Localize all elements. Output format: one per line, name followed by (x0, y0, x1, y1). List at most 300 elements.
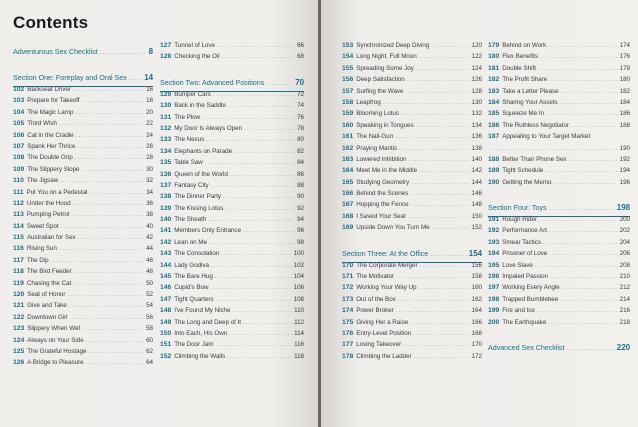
dot-leader (405, 90, 469, 96)
entry-title: The Corporate Merger (356, 261, 418, 269)
entry-number: 118 (13, 268, 24, 276)
dot-leader (78, 236, 144, 242)
entry-title: Performance Art (502, 227, 547, 235)
entry-number: 149 (160, 318, 172, 326)
entry-page-number: 174 (619, 42, 630, 49)
dot-leader (69, 304, 144, 310)
entry-page-number: 202 (619, 227, 630, 235)
entry-number: 102 (13, 86, 25, 93)
entry-title: Squeeze Me In (502, 110, 544, 118)
entry-number: 140 (160, 216, 172, 224)
dot-leader (225, 207, 295, 213)
toc-entry[interactable] (13, 121, 153, 132)
dot-leader (396, 275, 470, 281)
entry-number: 172 (342, 284, 354, 292)
toc-entry[interactable] (488, 320, 630, 331)
entry-title: Upside Down You Turn Me (356, 224, 430, 232)
dot-leader (571, 124, 618, 130)
entry-number: 190 (488, 178, 500, 186)
dot-leader (73, 282, 144, 288)
dot-leader (229, 332, 292, 338)
entry-title: Lowered Inhibition (356, 155, 407, 163)
entry-number: 132 (160, 124, 172, 132)
dot-leader (76, 134, 144, 140)
entry-page-number: 108 (293, 295, 304, 303)
entry-page-number: 16 (146, 86, 153, 93)
entry-number: 174 (342, 307, 354, 315)
dot-leader (77, 145, 144, 151)
entry-number: 157 (342, 87, 354, 95)
entry-title: The Slippery Slope (27, 165, 80, 173)
dot-leader (566, 347, 614, 353)
entry-page-number: 50 (146, 279, 153, 287)
entry-page-number: 184 (619, 98, 630, 106)
dot-leader (227, 355, 292, 361)
entry-page-number: 204 (619, 238, 630, 246)
dot-leader (202, 116, 295, 122)
entry-number: 176 (342, 329, 354, 337)
entry-title: A Bridge to Pleasure (27, 359, 84, 367)
entry-number: 170 (342, 261, 354, 269)
toc-entry[interactable] (160, 54, 304, 65)
entry-page-number: 116 (294, 341, 304, 349)
section-heading[interactable] (488, 344, 630, 357)
entry-title: The Kissing Lotus (174, 204, 224, 212)
toc-entry[interactable] (13, 360, 153, 371)
entry-title: Entry-Level Position (356, 329, 412, 337)
entry-page-number: 196 (619, 178, 630, 186)
entry-title: Bumper Cars (174, 90, 211, 98)
dot-leader (408, 215, 470, 221)
dot-leader (59, 122, 144, 128)
dot-leader (82, 99, 145, 105)
toc-entry[interactable] (160, 160, 304, 171)
entry-title: Tight Quarters (174, 295, 214, 303)
entry-page-number: 60 (146, 336, 153, 344)
entry-page-number: 100 (293, 250, 304, 258)
entry-title: The Bare Hug (174, 273, 213, 281)
entry-page-number: 162 (471, 295, 482, 303)
entry-number: 175 (342, 318, 354, 326)
entry-title: Put You on a Pedestal (26, 188, 88, 196)
entry-title: Prisoner of Love (502, 250, 548, 258)
dot-leader (537, 309, 618, 315)
entry-page-number: 134 (471, 121, 482, 129)
dot-leader (205, 161, 295, 167)
dot-leader (419, 55, 470, 61)
entry-number: 180 (488, 53, 500, 61)
entry-number: 129 (160, 90, 172, 98)
dot-leader (490, 147, 618, 153)
dot-leader (569, 158, 618, 164)
toc-entry[interactable] (488, 134, 630, 145)
entry-number: 124 (13, 336, 25, 344)
entry-number: 116 (13, 245, 24, 253)
dot-leader (549, 207, 615, 213)
entry-number: 194 (488, 250, 500, 258)
dot-leader (88, 350, 144, 356)
entry-page-number: 66 (297, 42, 304, 49)
dot-leader (411, 181, 469, 187)
entry-page-number: 22 (146, 120, 153, 128)
dot-leader (538, 67, 618, 73)
toc-entry[interactable] (488, 251, 630, 262)
entry-page-number: 34 (146, 188, 153, 196)
dot-leader (89, 191, 144, 197)
entry-page-number: 52 (146, 291, 153, 299)
entry-page-number: 102 (293, 261, 304, 269)
toc-entry[interactable] (13, 269, 153, 280)
entry-title: Fantasy City (174, 181, 209, 189)
dot-leader (86, 361, 144, 367)
dot-leader (210, 286, 291, 292)
entry-title: Fire and Ice (502, 307, 535, 315)
entry-page-number: 28 (146, 154, 153, 162)
spacer (488, 331, 630, 339)
toc-entry[interactable] (160, 354, 304, 365)
entry-number: 138 (160, 193, 172, 201)
entry-title: The Earthquake (502, 318, 547, 326)
entry-title: The Sheath (174, 216, 207, 224)
dot-leader (215, 275, 292, 281)
entry-page-number: 148 (471, 201, 482, 209)
entry-number: 148 (160, 307, 172, 315)
dot-leader (411, 203, 470, 209)
entry-number: 153 (342, 42, 354, 49)
entry-page-number: 158 (471, 273, 482, 281)
section-title: Section One: Foreplay and Oral Sex (13, 73, 127, 82)
dot-leader (234, 150, 295, 156)
entry-page-number: 88 (297, 181, 304, 189)
dot-leader (399, 147, 469, 153)
entry-number: 181 (488, 64, 500, 72)
toc-column-2 (160, 43, 304, 365)
dot-leader (413, 332, 469, 338)
toc-entry[interactable] (13, 212, 153, 223)
entry-page-number: 208 (619, 261, 630, 269)
dot-leader (561, 90, 618, 96)
toc-entry[interactable] (342, 168, 482, 179)
entry-title: The Motivator (356, 273, 395, 281)
entry-page-number: 146 (471, 190, 482, 198)
entry-page-number: 186 (619, 110, 630, 118)
entry-number: 182 (488, 76, 500, 84)
entry-number: 150 (160, 329, 172, 337)
entry-title: Prepare for Takeoff (27, 97, 80, 105)
entry-title: Impaled Passion (502, 273, 549, 281)
entry-number: 171 (342, 273, 354, 281)
entry-page-number: 164 (471, 307, 482, 315)
section-heading[interactable] (342, 250, 482, 263)
entry-page-number: 104 (293, 273, 304, 281)
entry-number: 154 (342, 53, 354, 61)
entry-title: Seat of Honor (27, 291, 66, 299)
entry-title: Flex Benefits (502, 53, 538, 61)
entry-number: 147 (160, 295, 172, 303)
entry-page-number: 24 (146, 131, 153, 139)
dot-leader (410, 321, 469, 327)
entry-page-number: 78 (297, 124, 304, 132)
spacer (342, 237, 482, 245)
entry-title: The Plow (174, 113, 201, 121)
entry-title: Give and Take (27, 302, 67, 310)
entry-page-number: 46 (146, 256, 153, 264)
dot-leader (86, 339, 144, 345)
entry-page-number: 40 (146, 222, 153, 230)
section-page-number: 198 (616, 203, 630, 213)
right-page (321, 0, 638, 427)
entry-page-number: 168 (471, 329, 482, 337)
dot-leader (74, 270, 145, 276)
entry-number: 195 (488, 261, 500, 269)
entry-title: The Profit Share (502, 76, 548, 84)
toc-entry[interactable] (342, 354, 482, 365)
entry-title: Surfing the Wave (356, 87, 404, 95)
toc-entry[interactable] (13, 178, 153, 189)
dot-leader (230, 173, 295, 179)
dot-leader (396, 309, 470, 315)
entry-title: Love Slave (502, 261, 533, 269)
toc-entry[interactable] (488, 308, 630, 319)
entry-title: Australian for Sex (26, 234, 76, 242)
entry-number: 151 (160, 341, 172, 349)
entry-title: Queen of the World (174, 170, 228, 178)
entry-number: 155 (342, 64, 354, 72)
entry-number: 120 (13, 291, 25, 299)
dot-leader (540, 55, 618, 61)
entry-number: 187 (488, 133, 500, 141)
entry-page-number: 206 (619, 250, 630, 258)
dot-leader (420, 264, 470, 270)
entry-number: 164 (342, 167, 354, 175)
entry-number: 158 (342, 98, 354, 106)
dot-leader (549, 78, 617, 84)
entry-number: 162 (342, 144, 354, 152)
entry-page-number: 74 (297, 102, 304, 110)
entry-title: Lean on Me (174, 238, 207, 246)
dot-leader (75, 111, 144, 117)
entry-page-number: 36 (146, 199, 153, 207)
toc-entry[interactable] (342, 308, 482, 319)
entry-page-number: 200 (619, 216, 630, 224)
dot-leader (553, 181, 617, 187)
entry-number: 166 (342, 190, 354, 198)
toc-entry[interactable] (160, 308, 304, 319)
toc-entry[interactable] (160, 103, 304, 114)
entry-number: 200 (488, 318, 500, 326)
entry-page-number: 180 (619, 76, 630, 84)
entry-number: 163 (342, 155, 354, 163)
entry-number: 104 (13, 108, 25, 116)
entry-page-number: 96 (297, 227, 304, 235)
entry-page-number: 214 (619, 295, 630, 303)
toc-entry[interactable] (160, 251, 304, 262)
entry-page-number: 142 (471, 167, 482, 175)
entry-page-number: 188 (619, 121, 630, 129)
entry-title: I've Found My Niche (174, 307, 231, 315)
dot-leader (243, 321, 292, 327)
entry-title: Pumping Petrol (26, 211, 70, 219)
entry-page-number: 68 (297, 53, 304, 61)
entry-page-number: 98 (297, 238, 304, 246)
entry-page-number: 130 (471, 98, 482, 106)
toc-entry[interactable] (342, 225, 482, 236)
entry-page-number: 76 (297, 113, 304, 121)
section-title: Section Two: Advanced Positions (160, 77, 265, 87)
entry-page-number: 160 (471, 284, 482, 292)
dot-leader (543, 241, 618, 247)
dot-leader (75, 156, 144, 162)
section-page-number: 70 (295, 77, 304, 87)
dot-leader (383, 101, 470, 107)
entry-number: 198 (488, 295, 500, 303)
dot-leader (548, 321, 617, 327)
dot-leader (217, 44, 295, 50)
toc-entry[interactable] (160, 194, 304, 205)
dot-leader (206, 138, 295, 144)
dot-leader (403, 343, 469, 349)
entry-page-number: 194 (619, 167, 630, 175)
dot-leader (67, 293, 144, 299)
entry-number: 191 (488, 216, 500, 224)
dot-leader (211, 264, 292, 270)
entry-title: Power Broker (356, 307, 394, 315)
entry-title: The Grateful Hostage (27, 347, 87, 355)
entry-page-number: 218 (619, 318, 630, 326)
entry-title: Appealing to Your Target Market (502, 133, 591, 141)
entry-number: 142 (160, 238, 172, 246)
entry-number: 111 (13, 188, 24, 196)
entry-title: Always on Your Side (27, 336, 84, 344)
entry-page-number: 166 (471, 318, 482, 326)
toc-entry[interactable] (342, 77, 482, 88)
dot-leader (266, 82, 293, 88)
entry-page-number: 110 (294, 307, 304, 315)
entry-title: Sweet Spot (26, 222, 59, 230)
entry-number: 167 (342, 201, 354, 209)
toc-column-4 (488, 43, 630, 357)
entry-title: Members Only Entrance (174, 227, 242, 235)
entry-page-number: 122 (471, 53, 482, 61)
entry-title: Meet Me in the Middle (356, 167, 418, 175)
dot-leader (401, 112, 470, 118)
entry-title: Better Than Phone Sex (502, 155, 567, 163)
entry-title: Take a Letter Please (502, 87, 559, 95)
dot-leader (221, 252, 291, 258)
entry-number: 159 (342, 110, 354, 118)
entry-number: 196 (488, 273, 500, 281)
entry-number: 160 (342, 121, 354, 129)
entry-page-number: 124 (471, 64, 482, 72)
entry-page-number: 48 (146, 268, 153, 276)
entry-number: 106 (13, 131, 25, 139)
dot-leader (545, 169, 617, 175)
entry-number: 161 (342, 133, 354, 141)
entry-page-number: 54 (146, 302, 153, 310)
entry-page-number: 216 (619, 307, 630, 315)
entry-page-number: 58 (146, 325, 153, 333)
dot-leader (228, 104, 295, 110)
entry-title: Downtown Girl (27, 313, 68, 321)
dot-leader (60, 179, 144, 185)
dot-leader (407, 78, 470, 84)
entry-page-number: 128 (471, 87, 482, 95)
toc-entry[interactable] (488, 180, 630, 191)
entry-page-number: 56 (146, 313, 153, 321)
entry-page-number: 144 (471, 178, 482, 186)
entry-page-number: 26 (146, 142, 153, 150)
entry-title: Elephants on Parade (174, 147, 233, 155)
entry-page-number: 190 (619, 144, 630, 152)
entry-page-number: 138 (471, 144, 482, 152)
entry-number: 113 (13, 211, 24, 219)
entry-number: 178 (342, 352, 354, 360)
entry-number: 168 (342, 212, 354, 220)
entry-page-number: 176 (619, 53, 630, 61)
entry-title: Lady Godiva (174, 261, 210, 269)
entry-page-number: 44 (146, 245, 153, 253)
entry-page-number: 136 (471, 133, 482, 141)
dot-leader (419, 169, 470, 175)
section-heading[interactable] (160, 79, 304, 92)
entry-page-number: 156 (471, 261, 482, 269)
entry-number: 184 (488, 98, 500, 106)
dot-leader (213, 93, 295, 99)
entry-page-number: 94 (297, 216, 304, 224)
dot-leader (560, 298, 617, 304)
section-page-number: 8 (148, 47, 153, 56)
section-heading[interactable] (13, 48, 153, 61)
entry-title: Behind on Work (502, 42, 547, 49)
entry-title: Spreading Some Joy (356, 64, 414, 72)
toc-entry[interactable] (342, 134, 482, 145)
dot-leader (535, 264, 618, 270)
entry-page-number: 62 (146, 347, 153, 355)
entry-title: Cat in the Cradle (27, 131, 74, 139)
entry-number: 188 (488, 155, 500, 163)
entry-page-number: 150 (471, 212, 482, 220)
dot-leader (216, 298, 292, 304)
entry-page-number: 172 (471, 352, 482, 360)
section-title: Section Four: Toys (488, 203, 547, 213)
toc-entry[interactable] (488, 168, 630, 179)
entry-page-number: 182 (619, 87, 630, 95)
toc-entry[interactable] (13, 326, 153, 337)
entry-title: Praying Mantis (356, 144, 398, 152)
dot-leader (550, 275, 618, 281)
entry-number: 145 (160, 273, 172, 281)
dot-leader (223, 195, 295, 201)
dot-leader (73, 202, 145, 208)
dot-leader (129, 77, 142, 83)
entry-title: Trapped Bumblebee (502, 295, 559, 303)
entry-number: 123 (13, 325, 25, 333)
entry-page-number: 120 (471, 42, 482, 49)
entry-page-number: 92 (297, 204, 304, 212)
dot-leader (59, 247, 144, 253)
entry-title: The Consolation (174, 250, 220, 258)
entry-title: Leapfrog (356, 98, 381, 106)
toc-entry[interactable] (488, 77, 630, 88)
entry-number: 177 (342, 341, 354, 349)
entry-number: 131 (160, 113, 172, 121)
dot-leader (562, 286, 618, 292)
entry-title: Tight Schedule (502, 167, 544, 175)
entry-title: Studying Geometry (356, 178, 410, 186)
entry-number: 185 (488, 110, 500, 118)
entry-page-number: 80 (297, 136, 304, 144)
entry-title: Checking the Oil (174, 53, 220, 61)
